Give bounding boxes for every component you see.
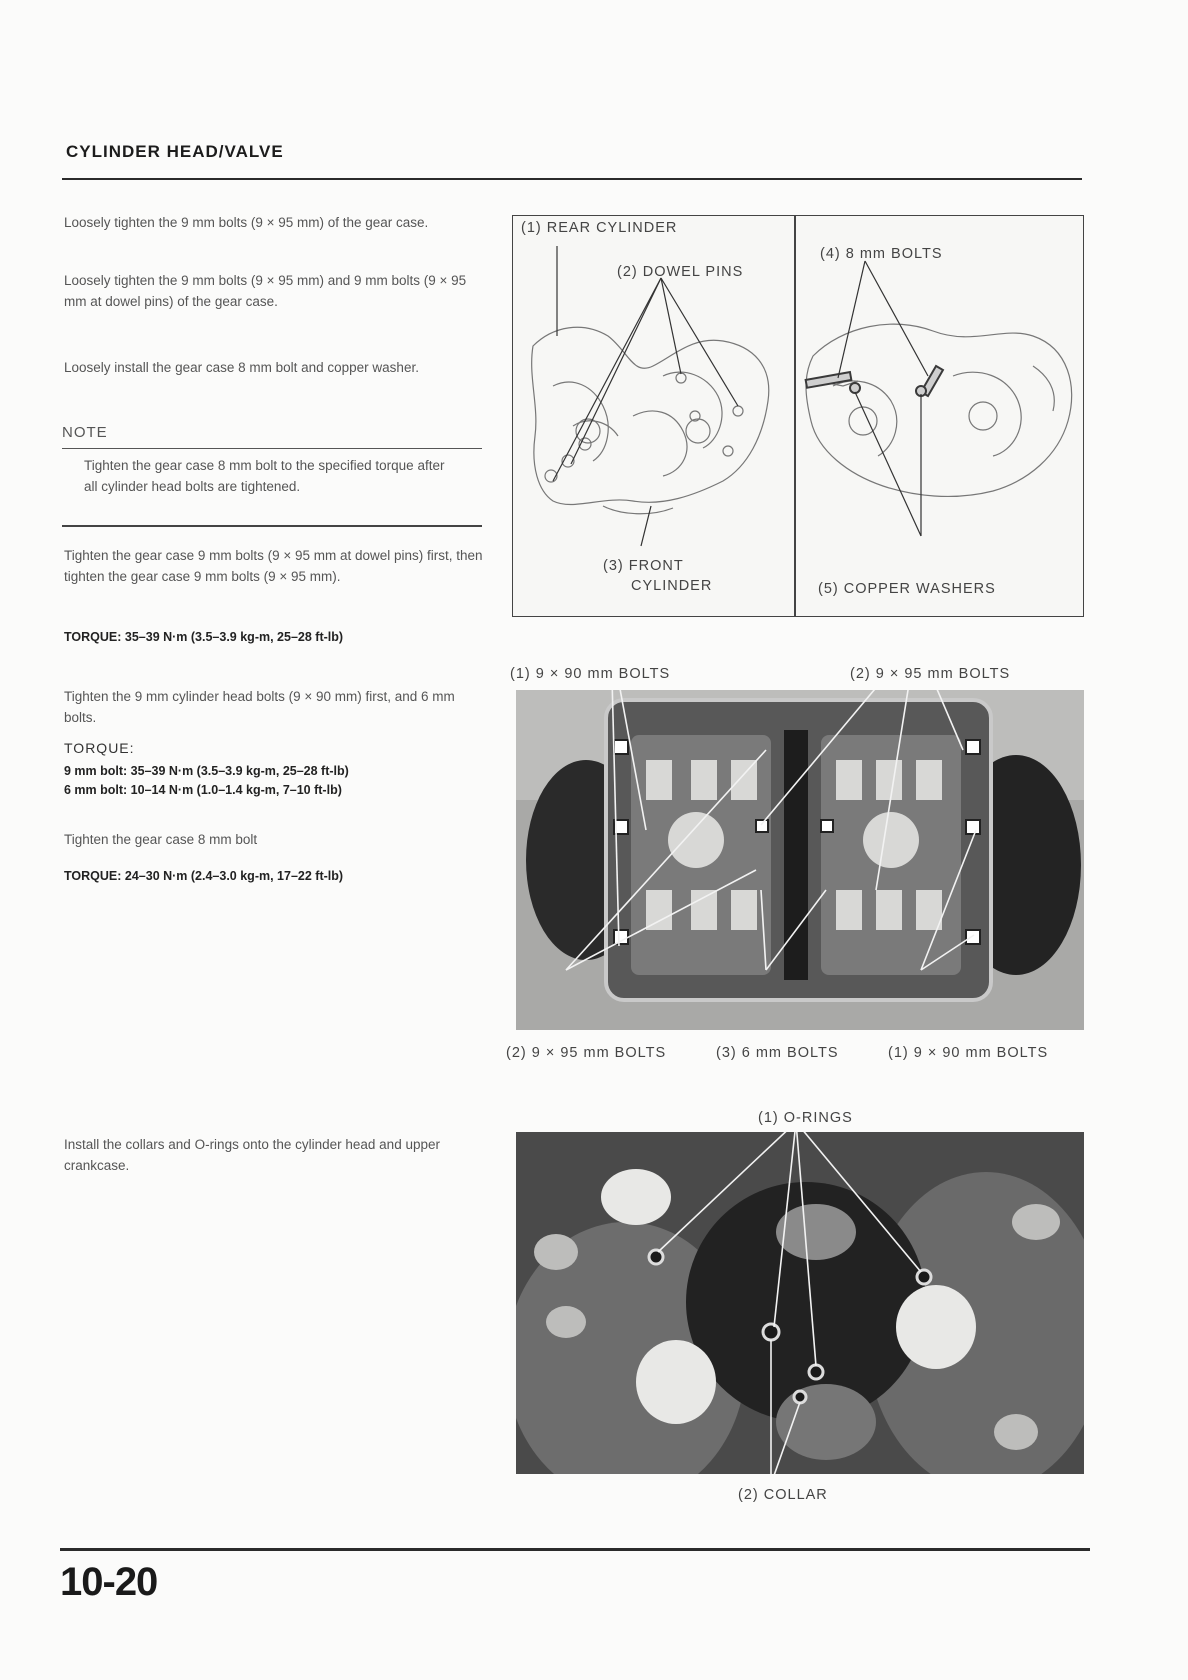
cylinder-head-photo-image (516, 690, 1084, 1030)
torque-spec-2a: 9 mm bolt: 35–39 N·m (3.5–3.9 kg-m, 25–28 ft-lb) (64, 764, 349, 778)
o-rings-label: (1) O-RINGS (758, 1110, 853, 1126)
step-3-text: Loosely install the gear case 8 mm bolt and copper washer. (64, 360, 419, 375)
torque-spec-2b: 6 mm bolt: 10–14 N·m (1.0–1.4 kg-m, 7–10 ft-lb) (64, 783, 342, 797)
step-1-text: Loosely tighten the 9 mm bolts (9 × 95 mm) of the gear case. (64, 215, 429, 230)
step-2-text: Loosely tighten the 9 mm bolts (9 × 95 mm) and 9 mm bolts (9 × 95 mm at dowel pins) of the gear case. (64, 273, 467, 309)
copper-washers-label: (5) COPPER WASHERS (818, 581, 996, 597)
step-6-text: Tighten the gear case 8 mm bolt (64, 832, 258, 847)
torque-spec-1: TORQUE: 35–39 N·m (3.5–3.9 kg-m, 25–28 ft-lb) (64, 630, 344, 644)
torque-spec-3: TORQUE: 24–30 N·m (2.4–3.0 kg-m, 17–22 ft-lb) (64, 869, 344, 883)
cylinder-head-photo (516, 690, 1084, 1030)
rear-cylinder-label: (1) REAR CYLINDER (521, 220, 678, 236)
step-5-text: Tighten the 9 mm cylinder head bolts (9 × 90 mm) first, and 6 mm bolts. (64, 689, 455, 725)
fig2-bottom-right-label: (1) 9 × 90 mm BOLTS (888, 1045, 1049, 1061)
fig2-bottom-left-label: (2) 9 × 95 mm BOLTS (506, 1045, 667, 1061)
step-4-text: Tighten the gear case 9 mm bolts (9 × 95 mm at dowel pins) first, then tighten the gear case 9 mm bolts (9 × 95 mm). (64, 548, 483, 584)
header-rule (62, 178, 1082, 180)
note-bottom-rule (62, 525, 482, 527)
front-cylinder-label-2: CYLINDER (631, 578, 713, 594)
fig2-top-right-label: (2) 9 × 95 mm BOLTS (850, 666, 1011, 682)
step-7-text: Install the collars and O-rings onto the cylinder head and upper crankcase. (64, 1137, 440, 1173)
bolts-8mm-label: (4) 8 mm BOLTS (820, 246, 943, 262)
collar-label: (2) COLLAR (738, 1487, 828, 1503)
o-rings-photo-image (516, 1132, 1084, 1474)
gear-case-diagram (512, 215, 1084, 617)
note-label: NOTE (62, 424, 108, 441)
page-number: 10-20 (60, 1560, 158, 1604)
gear-case-drawing (513, 216, 1083, 616)
note-text: Tighten the gear case 8 mm bolt to the specified torque after all cylinder head bolts are tightened. (84, 458, 445, 494)
note-top-rule (62, 448, 482, 449)
torque-label: TORQUE: (64, 740, 135, 756)
footer-rule (60, 1548, 1090, 1551)
fig2-top-left-label: (1) 9 × 90 mm BOLTS (510, 666, 671, 682)
dowel-pins-label: (2) DOWEL PINS (617, 264, 744, 280)
front-cylinder-label-1: (3) FRONT (603, 558, 684, 574)
o-rings-photo (516, 1132, 1084, 1474)
section-title: CYLINDER HEAD/VALVE (66, 142, 284, 161)
fig2-bottom-mid-label: (3) 6 mm BOLTS (716, 1045, 839, 1061)
